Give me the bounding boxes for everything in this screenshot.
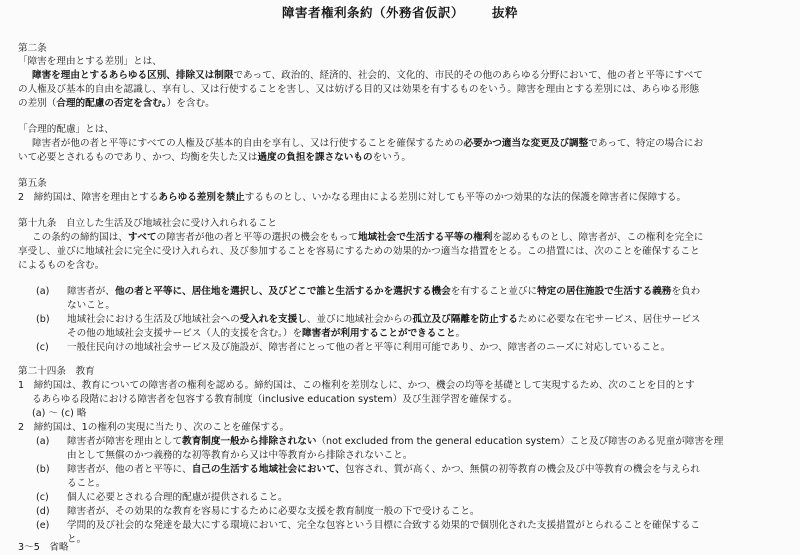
body-text: （not excluded from the general education system）こと及び障害のある児童が障害を理 <box>316 436 724 447</box>
article-5-line1 <box>18 191 788 204</box>
article-24-para1-line3: (a) ～ (c) 略 <box>32 408 87 419</box>
article-2-para1-line1 <box>18 69 800 82</box>
emphasis-text: 受入れを支援し <box>239 314 307 325</box>
body-text: の差別（ <box>18 98 57 109</box>
emphasis-text: 教育制度一般から排除されない <box>182 436 317 447</box>
list-item-label: (e) <box>36 520 50 531</box>
body-text: をいう。 <box>372 152 411 163</box>
body-text: 。 <box>455 328 466 339</box>
body-text: 由として無償のかつ義務的な初等教育から又は中等教育から排除されないこと。 <box>67 450 413 461</box>
article-24-para1-line1: 1 締約国は、教育についての障害者の権利を認める。締約国は、この権利を差別なしに、かつ、機会の均等を基礎として実現するため、次のことを目的とす <box>18 380 695 391</box>
article-2-para2-line2 <box>18 151 788 164</box>
article-5-heading: 第五条 <box>18 178 47 189</box>
body-text: 障害者が障害を理由として <box>67 436 183 447</box>
body-text: 地域社会における生活及び地域社会への <box>67 314 240 325</box>
list-item-line <box>67 327 465 340</box>
body-text: その他の地域社会支援サービス（人的支援を含む。）を <box>67 328 303 339</box>
article-19-line1 <box>18 231 800 244</box>
article-24-items <box>18 435 788 545</box>
emphasis-text: 過度の負担を課さないもの <box>257 152 373 163</box>
body-text: 障害者が、 <box>67 286 115 297</box>
list-item-label: (c) <box>36 492 49 503</box>
article-19-heading: 第十九条 自立した生活及び地域社会に受け入れられること <box>18 218 278 229</box>
list-item-label: (a) <box>36 286 50 297</box>
body-text: ）を含む。 <box>166 98 215 109</box>
body-text: ために必要な在宅サービス、居住サービス <box>517 314 701 325</box>
body-text: を有すること並びに <box>450 286 538 297</box>
list-item-label: (d) <box>36 506 50 517</box>
list-item-line <box>67 299 115 312</box>
document-title <box>0 6 800 19</box>
article-19-line3: によるものを含む。 <box>18 260 105 271</box>
body-text: と。 <box>67 534 87 545</box>
emphasis-text: 障害者が利用することができること <box>302 328 456 339</box>
title-suffix: 抜粋 <box>492 5 519 20</box>
article-2-term-accommodation: 「合理的配慮」とは、 <box>18 124 114 135</box>
list-item-line <box>67 435 723 448</box>
body-text: 一般住民向けの地域社会サービス及び施設が、障害者にとって他の者と平等に利用可能であり、かつ、障害者のニーズに対応していること。 <box>67 342 671 353</box>
list-item-line <box>67 313 700 326</box>
article-24-omitted: 3～5 省略 <box>18 542 69 553</box>
list-item-label: (b) <box>36 314 50 325</box>
list-item-line <box>67 477 105 490</box>
emphasis-text: 自己の生活する地域社会において、 <box>191 464 346 475</box>
list-item-line <box>67 505 480 518</box>
body-text: 個人に必要とされる合理的配慮が提供されること。 <box>67 492 288 503</box>
body-text: いて必要とされるものであり、かつ、均衡を失した又は <box>18 152 258 163</box>
body-text: ないこと。 <box>67 300 115 311</box>
list-item-line <box>67 449 412 462</box>
emphasis-text: 他の者と平等に、居住地を選択し、及びどこで誰と生活するかを選択する機会 <box>114 286 451 297</box>
emphasis-text: あらゆる差別を禁止 <box>158 192 245 203</box>
body-text: 、並びに地域社会からの <box>306 314 413 325</box>
body-text: 障害者が、他の者と平等に、 <box>67 464 192 475</box>
body-text: 2 締約国は、障害を理由とする <box>18 192 159 203</box>
list-item-line <box>67 285 700 298</box>
article-24-para1-line2: るあらゆる段階における障害者を包容する教育制度（inclusive education system）及び生涯学習を確保する。 <box>32 394 518 405</box>
article-2-para1-line3 <box>18 97 788 110</box>
body-text: であって、政治的、経済的、社会的、文化的、市民的その他のあらゆる分野において、他の者と平等にすべて <box>233 70 703 81</box>
body-text: であって、特定の場合にお <box>588 138 704 149</box>
emphasis-text: 地域社会で生活する平等の権利 <box>358 232 493 243</box>
list-item-label: (c) <box>36 342 49 353</box>
emphasis-text: 必要かつ適当な変更及び調整 <box>463 138 589 149</box>
list-item-line <box>67 341 670 354</box>
body-text: 障害者が他の者と平等にすべての人権及び基本的自由を享有し、又は行使することを確保するための <box>32 138 464 149</box>
list-item-label: (a) <box>36 436 50 447</box>
list-item-line <box>67 463 700 476</box>
body-text: ること。 <box>67 478 106 489</box>
list-item-label: (b) <box>36 464 50 475</box>
list-item-line <box>67 491 288 504</box>
body-text: の障害者が他の者と平等の選択の機会をもって <box>156 232 358 243</box>
body-text: するものとし、いかなる理由による差別に対しても平等のかつ効果的な法的保護を障害者に保障する。 <box>244 192 687 203</box>
article-19-line2: 享受し、並びに地域社会に完全に受け入れられ、及び参加することを容易にするための効果的かつ適当な措置をとる。この措置には、次のことを確保すること <box>18 246 700 257</box>
body-text: 学問的及び社会的な発達を最大にする環境において、完全な包容という目標に合致する効果的で個別化された支援措置がとられることを確保するこ <box>67 520 700 531</box>
article-2-heading: 第二条 <box>18 43 47 54</box>
article-2-para1-line2: の人権及び基本的自由を認識し、享有し、又は行使することを害し、又は妨げる目的又は効果を有するものをいう。障害を理由とする差別には、あらゆる形態 <box>18 84 700 95</box>
emphasis-text: 特定の居住施設で生活する義務 <box>537 286 672 297</box>
emphasis-text: 合理的配慮の否定を含む。 <box>56 98 167 109</box>
body-text: を負わ <box>671 286 701 297</box>
emphasis-text: 障害を理由とするあらゆる区別、排除又は制限 <box>32 70 234 81</box>
article-19-items <box>18 285 788 353</box>
emphasis-text: 孤立及び隔離を防止する <box>412 314 518 325</box>
article-24-heading: 第二十四条 教育 <box>18 366 95 377</box>
article-2-term-discrimination: 「障害を理由とする差別」とは、 <box>18 56 162 67</box>
body-text: この条約の締約国は、 <box>32 232 128 243</box>
body-text: 障害者が、その効果的な教育を容易にするために必要な支援を教育制度一般の下で受けること。 <box>67 506 480 517</box>
title-text: 障害者権利条約（外務省仮訳） <box>281 5 464 20</box>
emphasis-text: すべて <box>127 232 157 243</box>
body-text: 包容され、質が高く、かつ、無償の初等教育の機会及び中等教育の機会を与えられ <box>345 464 700 475</box>
list-item-line <box>67 519 700 532</box>
article-2-para2-line1 <box>18 137 800 150</box>
body-text: を認めるものとし、障害者が、この権利を完全に <box>492 232 704 243</box>
article-24-para2-line1: 2 締約国は、1の権利の実現に当たり、次のことを確保する。 <box>18 422 290 433</box>
